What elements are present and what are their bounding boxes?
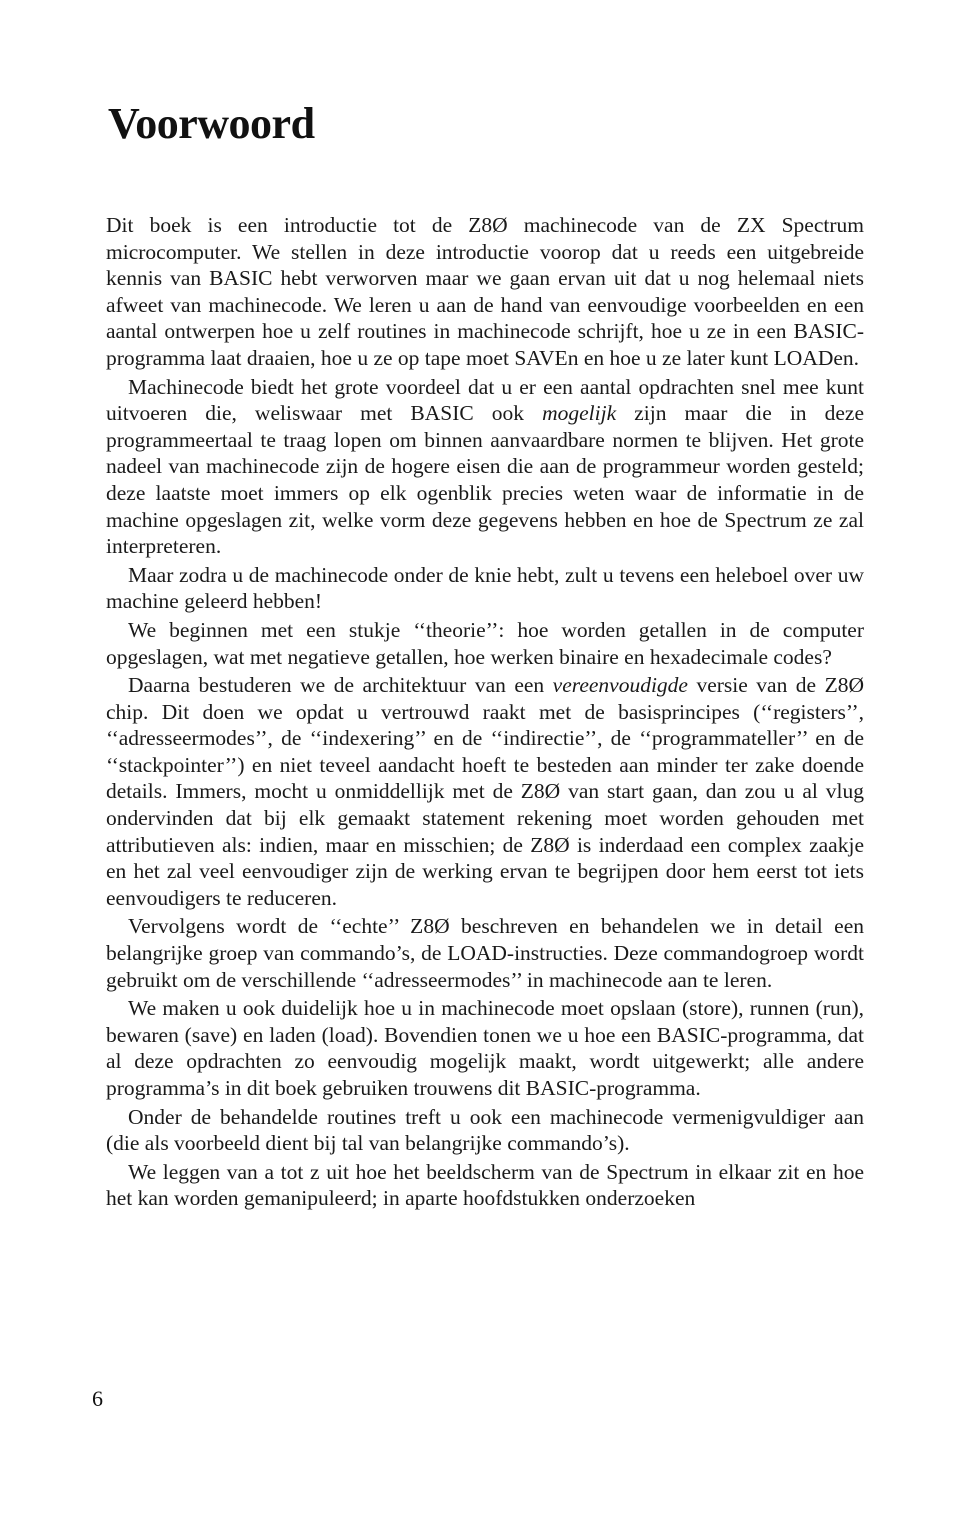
paragraph-5: Daarna bestuderen we de architektuur van een vereenvoudigde versie van de Z8Ø chip. Dit doen we opdat u vertrouwd raakt met de basisprincipes (‘‘registers’’, ‘‘adresseermodes’’, de ‘‘indexering’’ en de ‘‘indirectie’’, de ‘‘programmateller’’ en de ‘‘stackpointer’’) en niet teveel aandacht hoeft te besteden aan minder ter zake doende details. Immers, mocht u onmiddellijk met de Z8Ø van start gaan, dan zou u al vlug ondervinden dat bij elk gemaakt statement rekening moet worden gehouden met attributieven als: indien, maar en misschien; de Z8Ø is inderdaad een complex zaakje en het zal veel eenvoudiger zijn de werking ervan te begrijpen door hem eerst tot iets eenvoudigers te reduceren.: [106, 673, 864, 910]
paragraph-4: We beginnen met een stukje ‘‘theorie’’: hoe worden getallen in de computer opgeslagen, wat met negatieve getallen, hoe werken binaire en hexadecimale codes?: [106, 617, 864, 669]
paragraph-8: Onder de behandelde routines treft u ook een machinecode vermenigvuldiger aan (die als voorbeeld dient bij tal van belangrijke commando’s).: [106, 1104, 864, 1156]
paragraph-7: We maken u ook duidelijk hoe u in machinecode moet opslaan (store), runnen (run), bewaren (save) en laden (load). Bovendien tonen we u hoe een BASIC-programma, dat al deze opdrachten zo eenvoudig mogelijk maakt, wordt uitgewerkt; alle andere programma’s in dit boek gebruiken trouwens dit BASIC-programma.: [106, 996, 864, 1100]
page-number: 6: [92, 1386, 103, 1411]
paragraph-3: Maar zodra u de machinecode onder de knie hebt, zult u tevens een heleboel over uw machine geleerd hebben!: [106, 562, 864, 614]
paragraph-6: Vervolgens wordt de ‘‘echte’’ Z8Ø beschreven en behandelen we in detail een belangrijke groep van commando’s, de LOAD-instructies. Deze commandogroep wordt gebruikt om de verschillende ‘‘adresseermodes’’ in machinecode aan te leren.: [106, 914, 864, 992]
page-title: Voorwoord: [108, 99, 315, 148]
paragraph-1: Dit boek is een introductie tot de Z8Ø machinecode van de ZX Spectrum microcomputer. We stellen in deze introductie voorop dat u reeds een uitgebreide kennis van BASIC hebt verworven maar we gaan ervan uit dat u nog helemaal niets afweet van machinecode. We leren u aan de hand van eenvoudige voorbeelden en een aantal ontwerpen hoe u zelf routines in machinecode schrijft, hoe u ze in een BASIC-programma laat draaien, hoe u ze op tape moet SAVEn en hoe u ze later kunt LOADen.: [106, 213, 864, 370]
paragraph-2: Machinecode biedt het grote voordeel dat u er een aantal opdrachten snel mee kunt uitvoeren die, weliswaar met BASIC ook mogelijk zijn maar die in deze programmeertaal te traag lopen om binnen aanvaardbare normen te blijven. Het grote nadeel van machinecode zijn de hogere eisen die aan de programmeur worden gesteld; deze laatste moet immers op elk ogenblik precies weten waar de informatie in de machine opgeslagen zit, welke vorm deze gegevens hebben en hoe de Spectrum ze zal interpreteren.: [106, 374, 864, 559]
paragraph-9: We leggen van a tot z uit hoe het beeldscherm van de Spectrum in elkaar zit en hoe het kan worden gemanipuleerd; in aparte hoofdstukken onderzoeken: [106, 1159, 864, 1211]
body-text: [106, 212, 864, 1212]
